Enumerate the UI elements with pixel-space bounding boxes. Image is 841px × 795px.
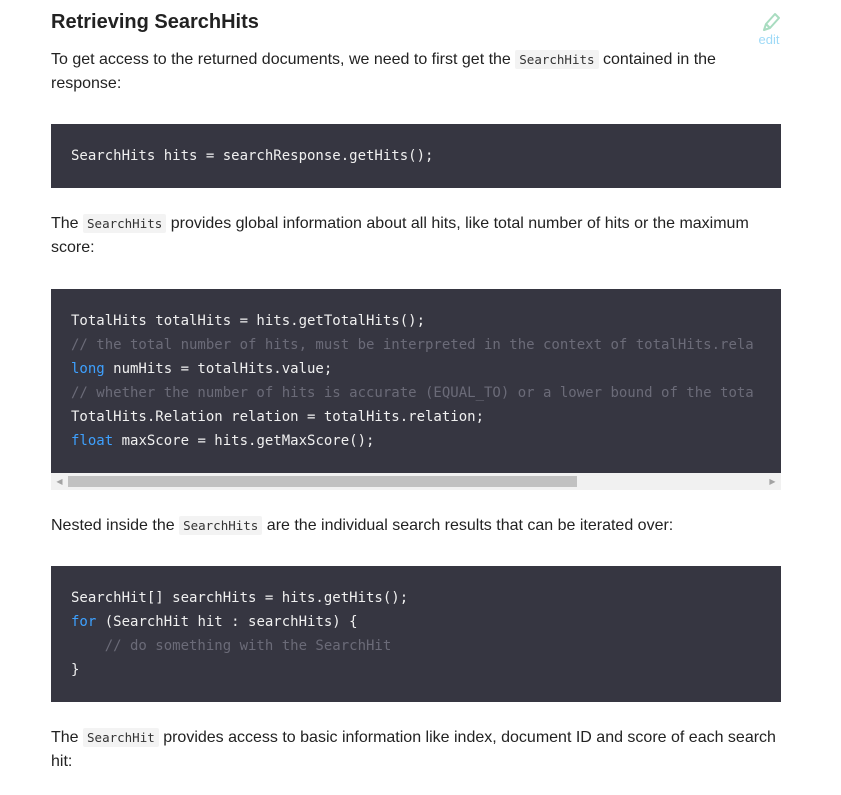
code-line: TotalHits.Relation relation = totalHits.relation; xyxy=(71,409,485,425)
scroll-right-icon[interactable]: ▶ xyxy=(769,477,776,486)
code-line: (SearchHit hit : searchHits) { xyxy=(96,614,358,630)
code-keyword: long xyxy=(71,361,105,377)
inline-code: SearchHits xyxy=(179,516,262,535)
code-line: } xyxy=(71,662,80,678)
section-heading: Retrieving SearchHits xyxy=(51,11,259,33)
code-block-iterate xyxy=(51,566,781,702)
code-block-total-hits xyxy=(51,289,781,473)
code-text xyxy=(51,566,781,702)
para1-before: To get access to the returned documents, we need to first get the xyxy=(51,51,516,68)
code-line: SearchHits hits = searchResponse.getHits(); xyxy=(71,148,434,164)
paragraph-nested xyxy=(51,514,781,538)
edit-link[interactable] xyxy=(755,10,783,47)
code-line: maxScore = hits.getMaxScore(); xyxy=(113,433,375,449)
inline-code: SearchHits xyxy=(83,214,166,233)
code-line: numHits = totalHits.value; xyxy=(104,361,333,377)
paragraph-search-hit xyxy=(51,726,781,774)
para3-before: Nested inside the xyxy=(51,517,180,534)
scroll-left-icon[interactable]: ◀ xyxy=(56,477,63,486)
para4-before: The xyxy=(51,729,84,746)
inline-code: SearchHits xyxy=(515,50,598,69)
pencil-icon xyxy=(755,10,783,34)
scrollbar-thumb[interactable] xyxy=(68,476,577,487)
code-keyword: float xyxy=(71,433,114,449)
code-comment: // the total number of hits, must be interpreted in the context of totalHits.rela xyxy=(71,337,754,353)
code-keyword: for xyxy=(71,614,97,630)
code-line: TotalHits totalHits = hits.getTotalHits(); xyxy=(71,313,426,329)
horizontal-scrollbar[interactable] xyxy=(51,473,781,490)
para4-after: provides access to basic information like index, document ID and score of each search hit: xyxy=(51,729,776,770)
edit-label: edit xyxy=(758,32,780,47)
code-text xyxy=(51,124,781,188)
code-line: SearchHit[] searchHits = hits.getHits(); xyxy=(71,590,409,606)
para3-after: are the individual search results that can be iterated over: xyxy=(262,517,674,534)
code-comment: // whether the number of hits is accurate (EQUAL_TO) or a lower bound of the tota xyxy=(71,385,754,401)
para2-after: provides global information about all hits, like total number of hits or the maximum score: xyxy=(51,215,749,256)
paragraph-intro xyxy=(51,48,781,96)
inline-code: SearchHit xyxy=(83,728,159,747)
code-text xyxy=(51,289,781,473)
para2-before: The xyxy=(51,215,84,232)
paragraph-global-info xyxy=(51,212,781,260)
code-comment: // do something with the SearchHit xyxy=(71,638,392,654)
para1-after: contained in the response: xyxy=(51,51,716,92)
code-block-get-hits xyxy=(51,124,781,188)
